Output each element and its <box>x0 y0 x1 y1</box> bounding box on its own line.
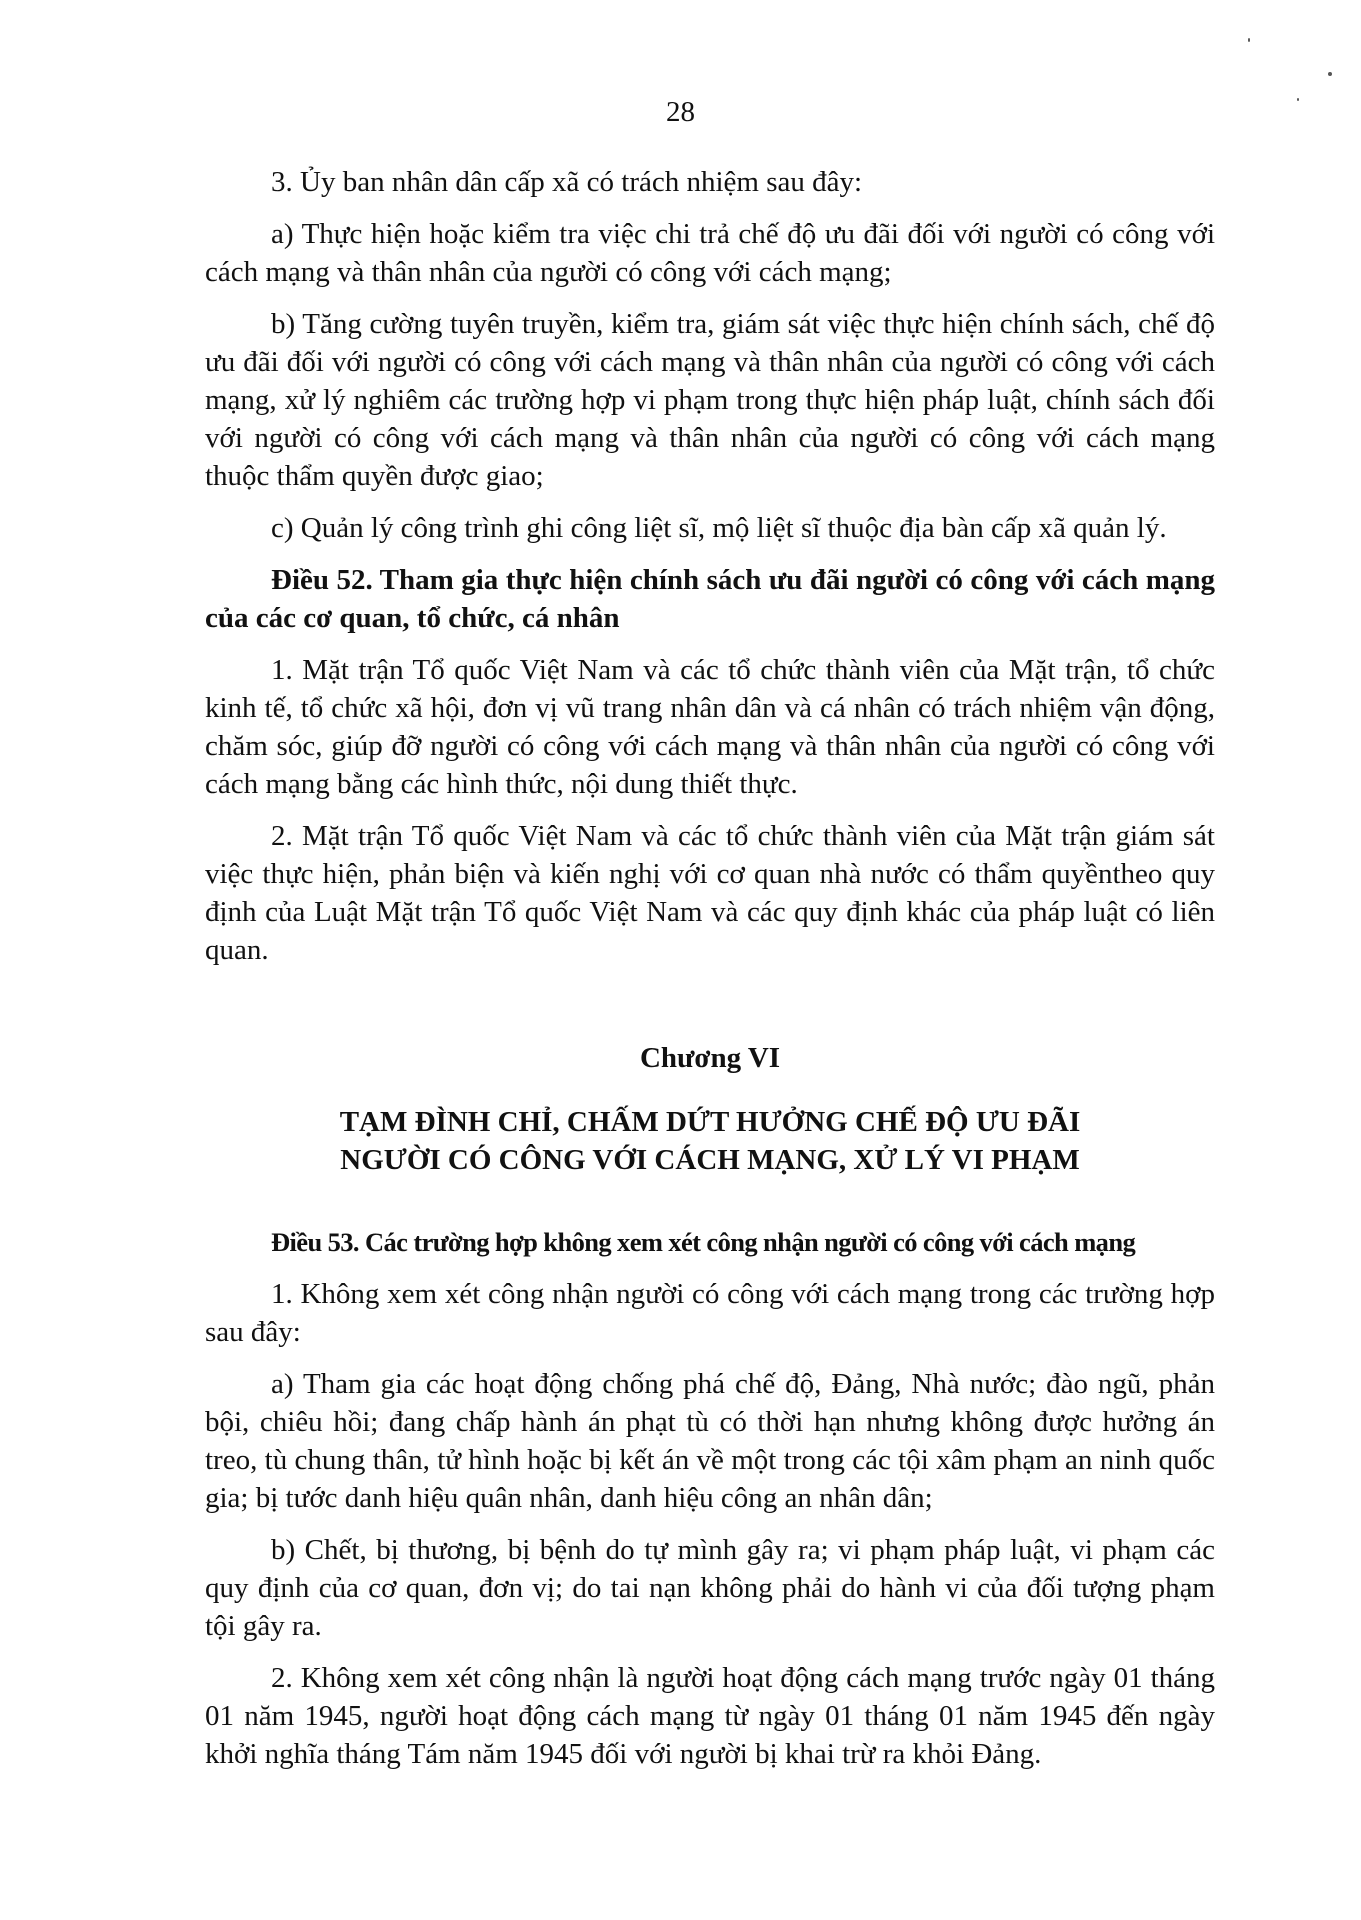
article-53-point-a: a) Tham gia các hoạt động chống phá chế độ, Đảng, Nhà nước; đào ngũ, phản bội, chiêu hồi; đang chấp hành án phạt tù có thời hạn nhưng không được hưởng án treo, tù chung thân, tử hình hoặc bị kết án về một trong các tội xâm phạm an ninh quốc gia; bị tước danh hiệu quân nhân, danh hiệu công an nhân dân; <box>205 1368 1215 1514</box>
article-52-clause-2: 2. Mặt trận Tổ quốc Việt Nam và các tổ chức thành viên của Mặt trận giám sát việc thực hiện, phản biện và kiến nghị với cơ quan nhà nước có thẩm quyềntheo quy định của Luật Mặt trận Tổ quốc Việt Nam và các quy định khác của pháp luật có liên quan. <box>205 820 1215 966</box>
article-52-clause-1: 1. Mặt trận Tổ quốc Việt Nam và các tổ chức thành viên của Mặt trận, tổ chức kinh tế, tổ chức xã hội, đơn vị vũ trang nhân dân và cá nhân có trách nhiệm vận động, chăm sóc, giúp đỡ người có công với cách mạng và thân nhân của người có công với cách mạng bằng các hình thức, nội dung thiết thực. <box>205 654 1215 800</box>
scan-speck <box>1328 72 1332 76</box>
article-53-heading: Điều 53. Các trường hợp không xem xét công nhận người có công với cách mạng <box>271 1227 1136 1257</box>
scan-speck <box>1248 38 1250 42</box>
paragraph-point-c: c) Quản lý công trình ghi công liệt sĩ, mộ liệt sĩ thuộc địa bàn cấp xã quản lý. <box>271 512 1167 544</box>
paragraph-point-b: b) Tăng cường tuyên truyền, kiểm tra, giám sát việc thực hiện chính sách, chế độ ưu đãi đối với người có công với cách mạng và thân nhân của người có công với cách mạng, xử lý nghiêm các trường hợp vi phạm trong thực hiện pháp luật, chính sách đối với người có công với cách mạng và thân nhân của người có công với cách mạng thuộc thẩm quyền được giao; <box>205 308 1215 492</box>
article-53-clause-2: 2. Không xem xét công nhận là người hoạt động cách mạng trước ngày 01 tháng 01 năm 1945, người hoạt động cách mạng từ ngày 01 tháng 01 năm 1945 đến ngày khởi nghĩa tháng Tám năm 1945 đối với người bị khai trừ ra khỏi Đảng. <box>205 1662 1215 1770</box>
article-53-clause-1: 1. Không xem xét công nhận người có công với cách mạng trong các trường hợp sau đây: <box>205 1278 1215 1348</box>
article-53-point-b: b) Chết, bị thương, bị bệnh do tự mình gây ra; vi phạm pháp luật, vi phạm các quy định của cơ quan, đơn vị; do tai nạn không phải do hành vi của đối tượng phạm tội gây ra. <box>205 1534 1215 1642</box>
chapter-title: Chương VI <box>639 1042 781 1074</box>
page-number: 28 <box>666 96 695 128</box>
article-52-heading: Điều 52. Tham gia thực hiện chính sách ưu đãi người có công với cách mạng của các cơ quan, tổ chức, cá nhân <box>205 564 1215 634</box>
document-body <box>205 163 1215 1787</box>
paragraph-point-a: a) Thực hiện hoặc kiểm tra việc chi trả chế độ ưu đãi đối với người có công với cách mạng và thân nhân của người có công với cách mạng; <box>205 218 1215 288</box>
chapter-subtitle-line-2: NGƯỜI CÓ CÔNG VỚI CÁCH MẠNG, XỬ LÝ VI PHẠM <box>340 1144 1080 1176</box>
chapter-subtitle-line-1: TẠM ĐÌNH CHỈ, CHẤM DỨT HƯỞNG CHẾ ĐỘ ƯU ĐÃI <box>339 1106 1081 1138</box>
scan-speck <box>1297 98 1299 101</box>
paragraph-clause-3: 3. Ủy ban nhân dân cấp xã có trách nhiệm sau đây: <box>271 166 863 198</box>
chapter-subtitle <box>205 1103 1215 1179</box>
